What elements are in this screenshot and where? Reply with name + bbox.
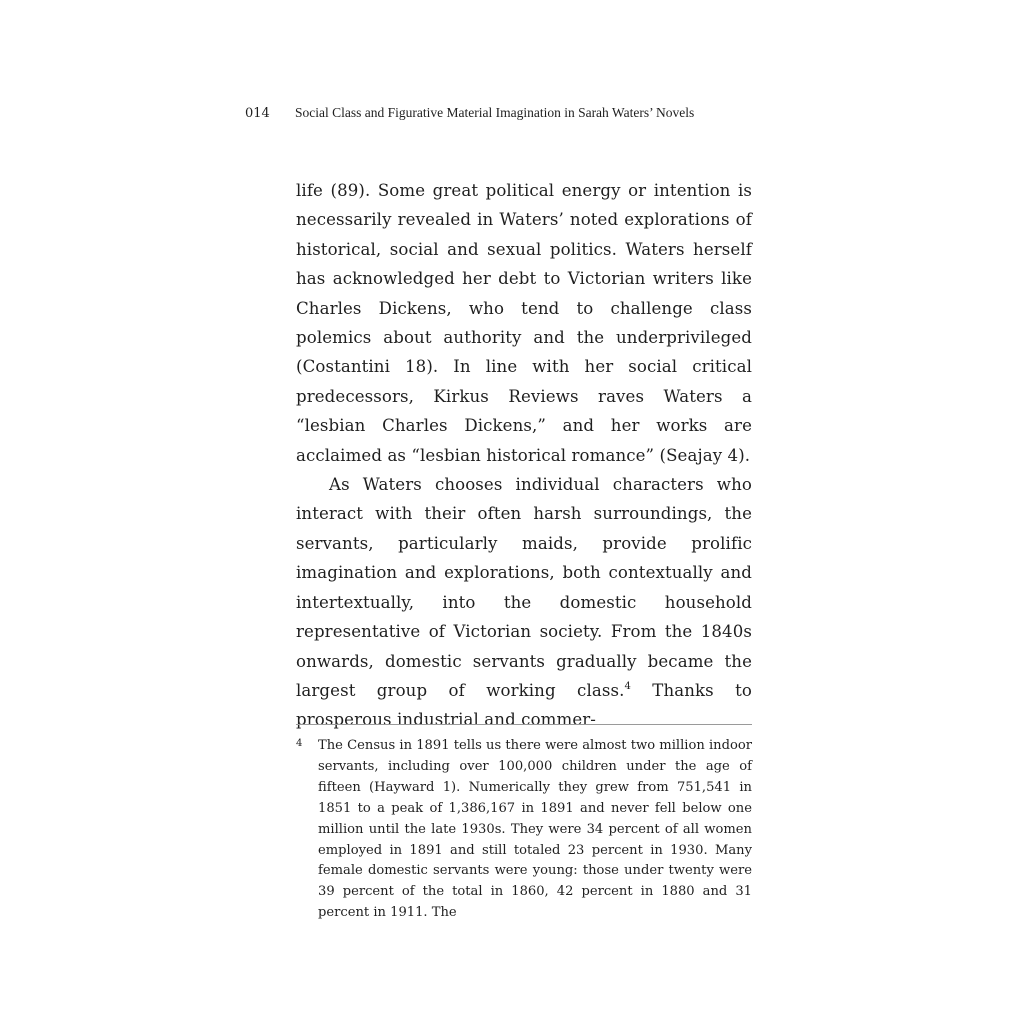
main-text (296, 176, 752, 735)
paragraph-1: life (89). Some great political energy or intention is necessarily revealed in Waters’ noted explorations of historical, social and sexual politics. Waters herself has acknowledged her debt to Victorian writers like Charles Dickens, who tend to challenge class polemics about authority and the underprivileged (Costantini 18). In line with her social critical predecessors, Kirkus Reviews raves Waters a “lesbian Charles Dickens,” and her works are acclaimed as “lesbian historical romance” (Seajay 4). (296, 181, 752, 465)
running-header (245, 104, 765, 123)
footnote-reference: 4 (624, 680, 631, 692)
footnote (296, 736, 752, 924)
footnote-text: The Census in 1891 tells us there were almost two million indoor servants, including over 100,000 children under the age of fifteen (Hayward 1). Numerically they grew from 751,541 in 1851 to a peak of 1,386,167 in 1891 and never fell below one million until the late 1930s. They were 34 percent of all women employed in 1891 and still totaled 23 percent in 1930. Many female domestic servants were young: those under twenty were 39 percent of the total in 1860, 42 percent in 1880 and 31 percent in 1911. The (318, 738, 752, 921)
paragraph-2-continuation: Thanks to prosperous industrial and commer- (296, 680, 752, 730)
book-title: Social Class and Figurative Material Imagination in Sarah Waters’ Novels (295, 105, 695, 120)
paragraph-2-text: As Waters chooses individual characters who interact with their often harsh surroundings, the servants, particularly maids, provide prolific imagination and explorations, both contextually and intertextually, into the domestic household representative of Victorian society. From the 1840s onwards, domestic servants gradually became the largest group of working class. (296, 475, 752, 700)
paragraph-2 (296, 470, 752, 735)
page-number: 014 (245, 106, 270, 121)
footnote-divider (296, 724, 752, 725)
footnote-marker: 4 (296, 738, 303, 749)
